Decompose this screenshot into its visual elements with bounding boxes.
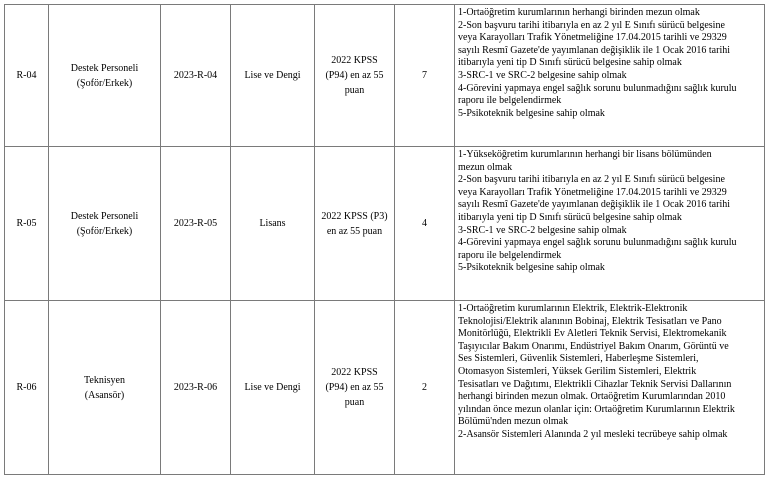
requirement-line: Taşıyıcılar Bakım Onarımı, Endüstriyel Bakım Onarım, Görüntü ve — [458, 340, 729, 352]
requirement-line: itibarıyla yeni tip D Sınıfı sürücü belgesine sahip olmak — [458, 57, 682, 69]
kpss-score: 2022 KPSS (P3) en az 55 puan — [315, 147, 395, 301]
position-number: R-04 — [5, 5, 49, 147]
requirement-line: 5-Psikoteknik belgesine sahip olmak — [458, 262, 605, 274]
requirement-line: 4-Görevini yapmaya engel sağlık sorunu bulunmadığını sağlık kurulu — [458, 237, 737, 249]
requirement-line: yılından önce mezun olanlar için: Ortaöğretim Kurumlarının Elektrik — [458, 403, 735, 415]
position-code: 2023-R-06 — [161, 301, 231, 475]
requirement-line: 2-Asansör Sistemleri Alanında 2 yıl mesleki tecrübeye sahip olmak — [458, 428, 728, 440]
requirement-line: sayılı Resmî Gazete'de yayımlanan değişiklik ile 1 Ocak 2016 tarihi — [458, 199, 731, 211]
requirement-line: veya Karayolları Trafik Yönetmeliğine 17.04.2015 tarihli ve 29329 — [458, 32, 727, 44]
requirement-line: 1-Ortaöğretim kurumlarının herhangi birinden mezun olmak — [458, 7, 700, 18]
requirement-line: veya Karayolları Trafik Yönetmeliğine 17.04.2015 tarihli ve 29329 — [458, 186, 727, 198]
position-title: Destek Personeli (Şoför/Erkek) — [49, 5, 161, 147]
position-title: Teknisyen (Asansör) — [49, 301, 161, 475]
requirement-line: herhangi birinden mezun olmak. Ortaöğretim Kurumlarından 2010 — [458, 391, 726, 403]
position-number: R-05 — [5, 147, 49, 301]
requirement-line: 5-Psikoteknik belgesine sahip olmak — [458, 107, 605, 119]
requirement-line: Ses Sistemleri, Güvenlik Sistemleri, Haberleşme Sistemleri, — [458, 353, 699, 365]
requirement-line: Monitörlüğü, Elektrikli Ev Aletleri Teknik Servisi, Elektromekanik — [458, 328, 727, 340]
education-level: Lise ve Dengi — [231, 5, 315, 147]
position-title: Destek Personeli (Şoför/Erkek) — [49, 147, 161, 301]
requirements-cell — [455, 5, 765, 147]
quota-count: 2 — [395, 301, 455, 475]
kpss-score: 2022 KPSS (P94) en az 55 puan — [315, 5, 395, 147]
requirement-line: 1-Yükseköğretim kurumlarının herhangi bir lisans bölümünden — [458, 149, 712, 160]
requirement-line: sayılı Resmî Gazete'de yayımlanan değişiklik ile 1 Ocak 2016 tarihi — [458, 44, 731, 56]
requirement-line: raporu ile belgelendirmek — [458, 249, 562, 261]
table-row — [5, 5, 765, 147]
requirements-cell — [455, 301, 765, 475]
requirement-line: 3-SRC-1 ve SRC-2 belgesine sahip olmak — [458, 69, 627, 81]
position-code: 2023-R-05 — [161, 147, 231, 301]
requirement-line: Otomasyon Sistemleri, Yüksek Gerilim Sistemleri, Elektrik — [458, 365, 697, 377]
table-row — [5, 301, 765, 475]
requirement-line: 1-Ortaöğretim kurumlarının Elektrik, Elektrik-Elektronik — [458, 303, 688, 314]
position-number: R-06 — [5, 301, 49, 475]
requirement-line: 2-Son başvuru tarihi itibarıyla en az 2 yıl E Sınıfı sürücü belgesine — [458, 19, 725, 31]
positions-table — [4, 4, 765, 475]
table-row — [5, 147, 765, 301]
requirement-line: mezun olmak — [458, 161, 513, 173]
requirement-line: Tesisatları ve Dağıtımı, Elektrikli Cihazlar Teknik Servisi Dallarının — [458, 378, 732, 390]
position-code: 2023-R-04 — [161, 5, 231, 147]
requirement-line: itibarıyla yeni tip D Sınıfı sürücü belgesine sahip olmak — [458, 211, 682, 223]
requirements-cell — [455, 147, 765, 301]
quota-count: 4 — [395, 147, 455, 301]
education-level: Lise ve Dengi — [231, 301, 315, 475]
requirement-line: 3-SRC-1 ve SRC-2 belgesine sahip olmak — [458, 224, 627, 236]
requirement-line: Bölümü'nden mezun olmak — [458, 416, 569, 428]
requirement-line: 4-Görevini yapmaya engel sağlık sorunu bulunmadığını sağlık kurulu — [458, 82, 737, 94]
education-level: Lisans — [231, 147, 315, 301]
kpss-score: 2022 KPSS (P94) en az 55 puan — [315, 301, 395, 475]
requirement-line: Teknolojisi/Elektrik alanının Bobinaj, Elektrik Tesisatları ve Pano — [458, 315, 722, 327]
requirement-line: raporu ile belgelendirmek — [458, 95, 562, 107]
quota-count: 7 — [395, 5, 455, 147]
requirement-line: 2-Son başvuru tarihi itibarıyla en az 2 yıl E Sınıfı sürücü belgesine — [458, 174, 725, 186]
